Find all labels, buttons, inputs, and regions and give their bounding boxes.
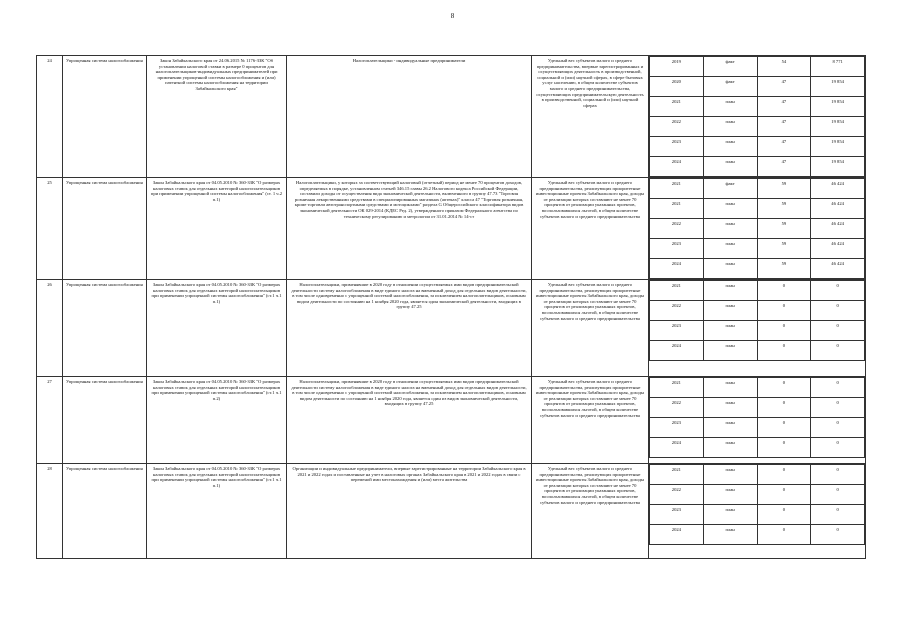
stats-cell — [649, 280, 866, 377]
value-cell: 19 854 — [811, 137, 865, 157]
year-cell: 2021 — [650, 199, 704, 219]
percent-cell: 0 — [757, 485, 811, 505]
row-number: 25 — [37, 178, 63, 280]
percent-cell: 0 — [757, 525, 811, 545]
stats-row — [650, 505, 865, 525]
stats-row — [650, 341, 865, 361]
value-cell: 0 — [811, 341, 865, 361]
stats-row — [650, 239, 865, 259]
stats-row — [650, 301, 865, 321]
year-cell: 2024 — [650, 157, 704, 177]
value-cell: 19 854 — [811, 117, 865, 137]
kind-cell: план — [703, 301, 757, 321]
year-cell: 2023 — [650, 418, 704, 438]
row-number: 27 — [37, 377, 63, 464]
year-cell: 2022 — [650, 117, 704, 137]
year-cell: 2021 — [650, 97, 704, 117]
indicator-cell: Удельный вес субъектов малого и среднего предпринимательства, реализующих приоритетные инвестиционные проекты Забайкальского края, доходы от реализации которых составляют не менее 70 процентов от реализации указанных проектов, воспользовавшихся льготой, в общем количестве субъектов малого и среднего предпринимательства — [532, 178, 649, 280]
stats-row — [650, 438, 865, 458]
kind-cell: факт — [703, 179, 757, 199]
value-cell: 0 — [811, 398, 865, 418]
value-cell: 19 854 — [811, 97, 865, 117]
law-reference-cell: Закон Забайкальского края от 24.06.2015 № 1176-ЗЗК "Об установлении налоговой ставки в размере 0 процентов для налогоплательщиков-индивидуальных предпринимателей при применении упрощенной системы налогообложения и (или) патентной системы налогообложения на территории Забайкальского края" — [147, 56, 287, 178]
percent-cell: 59 — [757, 239, 811, 259]
value-cell: 0 — [811, 525, 865, 545]
kind-cell: план — [703, 321, 757, 341]
stats-row — [650, 179, 865, 199]
stats-row — [650, 117, 865, 137]
tax-regime-cell: Упрощенная система налогообложения — [63, 56, 147, 178]
year-cell: 2021 — [650, 281, 704, 301]
indicator-cell: Удельный вес субъектов малого и среднего предпринимательства, реализующих приоритетные инвестиционные проекты Забайкальского края, доходы от реализации которых составляют не менее 70 процентов от реализации указанных проектов, воспользовавшихся льготой, в общем количестве субъектов малого и среднего предпринимательства — [532, 280, 649, 377]
kind-cell: факт — [703, 77, 757, 97]
stats-row — [650, 321, 865, 341]
recipients-cell: Организации и индивидуальные предприниматели, впервые зарегистрированные на территории Забайкальского края в 2021 и 2022 годах и поставленные на учет в налоговых органах Забайкальского края в 2021 и 2022 годах в связи с переменой ими местонахождения и (или) места жительства — [287, 464, 532, 559]
tax-benefits-table — [36, 55, 866, 559]
percent-cell: 0 — [757, 378, 811, 398]
recipients-cell: Налогоплательщики - индивидуальные предприниматели — [287, 56, 532, 178]
stats-row — [650, 378, 865, 398]
value-cell: 46 424 — [811, 179, 865, 199]
percent-cell: 47 — [757, 97, 811, 117]
kind-cell: план — [703, 239, 757, 259]
kind-cell: план — [703, 485, 757, 505]
recipients-cell: Налогоплательщики, применявшие в 2020 году в отношении осуществляемых ими видов предпринимательской деятельности систему налогообложения в виде единого налога на вмененный доход для отдельных видов деятельности, в том числе одновременно с упрощенной системой налогообложения, за исключением налогоплательщиков, основным видом деятельности по состоянию на 1 ноября 2020 года, является один экономической деятельности, входящих в группу 47.25 — [287, 280, 532, 377]
year-cell: 2023 — [650, 137, 704, 157]
year-cell: 2022 — [650, 301, 704, 321]
year-cell: 2024 — [650, 438, 704, 458]
table-row — [37, 56, 866, 178]
percent-cell: 59 — [757, 259, 811, 279]
row-number: 26 — [37, 280, 63, 377]
percent-cell: 59 — [757, 179, 811, 199]
year-cell: 2019 — [650, 57, 704, 77]
percent-cell: 59 — [757, 199, 811, 219]
value-cell: 0 — [811, 505, 865, 525]
stats-table — [649, 56, 865, 177]
kind-cell: план — [703, 117, 757, 137]
value-cell: 46 424 — [811, 219, 865, 239]
kind-cell: план — [703, 97, 757, 117]
indicator-cell: Удельный вес субъектов малого и среднего предпринимательства, реализующих приоритетные инвестиционные проекты Забайкальского края, доходы от реализации которых составляют не менее 70 процентов от реализации указанных проектов, воспользовавшихся льготой, в общем количестве субъектов малого и среднего предпринимательства — [532, 464, 649, 559]
year-cell: 2024 — [650, 341, 704, 361]
tax-regime-cell: Упрощенная система налогообложения — [63, 280, 147, 377]
value-cell: 0 — [811, 301, 865, 321]
value-cell: 0 — [811, 378, 865, 398]
year-cell: 2024 — [650, 259, 704, 279]
year-cell: 2021 — [650, 179, 704, 199]
value-cell: 0 — [811, 485, 865, 505]
stats-table — [649, 464, 865, 545]
stats-row — [650, 199, 865, 219]
value-cell: 19 854 — [811, 77, 865, 97]
stats-row — [650, 525, 865, 545]
percent-cell: 0 — [757, 281, 811, 301]
table-row — [37, 178, 866, 280]
kind-cell: план — [703, 378, 757, 398]
tax-regime-cell: Упрощенная система налогообложения — [63, 464, 147, 559]
percent-cell: 59 — [757, 219, 811, 239]
stats-row — [650, 259, 865, 279]
value-cell: 0 — [811, 281, 865, 301]
year-cell: 2020 — [650, 77, 704, 97]
table-row — [37, 377, 866, 464]
stats-cell — [649, 464, 866, 559]
value-cell: 0 — [811, 418, 865, 438]
kind-cell: план — [703, 398, 757, 418]
law-reference-cell: Закон Забайкальского края от 04.05.2010 № 360-ЗЗК "О размерах налоговых ставок для отдельных категорий налогоплательщиков при применении упрощенной системы налогообложения" (ст. 1 ч.2 п.1) — [147, 178, 287, 280]
stats-row — [650, 77, 865, 97]
row-number: 24 — [37, 56, 63, 178]
value-cell: 0 — [811, 321, 865, 341]
percent-cell: 0 — [757, 505, 811, 525]
percent-cell: 47 — [757, 137, 811, 157]
percent-cell: 0 — [757, 398, 811, 418]
percent-cell: 0 — [757, 465, 811, 485]
kind-cell: план — [703, 505, 757, 525]
row-number: 28 — [37, 464, 63, 559]
stats-row — [650, 97, 865, 117]
stats-row — [650, 418, 865, 438]
stats-cell — [649, 377, 866, 464]
percent-cell: 0 — [757, 418, 811, 438]
value-cell: 0 — [811, 465, 865, 485]
kind-cell: план — [703, 281, 757, 301]
year-cell: 2023 — [650, 321, 704, 341]
percent-cell: 47 — [757, 157, 811, 177]
year-cell: 2021 — [650, 465, 704, 485]
page-number: 8 — [450, 12, 455, 20]
value-cell: 8 771 — [811, 57, 865, 77]
percent-cell: 47 — [757, 77, 811, 97]
kind-cell: план — [703, 137, 757, 157]
stats-row — [650, 57, 865, 77]
percent-cell: 47 — [757, 117, 811, 137]
value-cell: 0 — [811, 438, 865, 458]
percent-cell: 0 — [757, 301, 811, 321]
law-reference-cell: Закон Забайкальского края от 04.05.2010 № 360-ЗЗК "О размерах налоговых ставок для отдельных категорий налогоплательщиков при применении упрощенной системы налогообложения" (ст.1 ч.1 п.2) — [147, 377, 287, 464]
year-cell: 2023 — [650, 239, 704, 259]
tax-regime-cell: Упрощенная система налогообложения — [63, 178, 147, 280]
stats-row — [650, 137, 865, 157]
stats-row — [650, 281, 865, 301]
year-cell: 2024 — [650, 525, 704, 545]
law-reference-cell: Закон Забайкальского края от 04.05.2010 № 360-ЗЗК "О размерах налоговых ставок для отдельных категорий налогоплательщиков при применении упрощенной системы налогообложения" (ст.1 ч.1 п.1) — [147, 464, 287, 559]
percent-cell: 0 — [757, 321, 811, 341]
table-row — [37, 280, 866, 377]
year-cell: 2022 — [650, 219, 704, 239]
kind-cell: план — [703, 525, 757, 545]
kind-cell: план — [703, 259, 757, 279]
stats-row — [650, 485, 865, 505]
percent-cell: 0 — [757, 341, 811, 361]
recipients-cell: Налогоплательщики, у которых за соответствующий налоговый (отчетный) период не менее 70 процентов доходов, определяемых в порядке, установленном статьей 346.15 главы 26.2 Налогового кодекса Российской Федерации, составили доходы от осуществления вида экономической деятельности, включенного в группу 47.73 "Торговля розничная лекарственными средствами в специализированных магазинах (аптеках)" класса 47 "Торговля розничная, кроме торговли автотранспортными средствами и мотоциклами" раздела G Общероссийского классификатора видов экономической деятельности ОК 029-2014 (КДЕС Ред. 2), утвержденного приказом Федерального агентства по техническому регулированию и метрологии от 31.01.2014 № 14-ст — [287, 178, 532, 280]
percent-cell: 0 — [757, 438, 811, 458]
kind-cell: план — [703, 157, 757, 177]
value-cell: 19 854 — [811, 157, 865, 177]
kind-cell: план — [703, 219, 757, 239]
stats-table — [649, 178, 865, 279]
kind-cell: план — [703, 341, 757, 361]
stats-table — [649, 280, 865, 361]
kind-cell: план — [703, 465, 757, 485]
kind-cell: факт — [703, 57, 757, 77]
stats-cell — [649, 178, 866, 280]
stats-row — [650, 219, 865, 239]
kind-cell: план — [703, 199, 757, 219]
year-cell: 2023 — [650, 505, 704, 525]
stats-row — [650, 398, 865, 418]
year-cell: 2022 — [650, 398, 704, 418]
stats-cell — [649, 56, 866, 178]
table-row — [37, 464, 866, 559]
value-cell: 46 424 — [811, 199, 865, 219]
stats-table — [649, 377, 865, 458]
year-cell: 2021 — [650, 378, 704, 398]
value-cell: 46 424 — [811, 239, 865, 259]
recipients-cell: Налогоплательщики, применявшие в 2020 году в отношении осуществляемых ими видов предпринимательской деятельности систему налогообложения в виде единого налога на вмененный доход для отдельных видов деятельности, в том числе одновременно с упрощенной системой налогообложения, за исключением налогоплательщиков, основным видом деятельности по состоянию на 1 ноября 2020 года, является один из видов экономической деятельности, входящих в группу 47.25 — [287, 377, 532, 464]
value-cell: 46 424 — [811, 259, 865, 279]
stats-row — [650, 465, 865, 485]
tax-regime-cell: Упрощенная система налогообложения — [63, 377, 147, 464]
percent-cell: 54 — [757, 57, 811, 77]
indicator-cell: Удельный вес субъектов малого и среднего предпринимательства, реализующих приоритетные инвестиционные проекты Забайкальского края, доходы от реализации которых составляют не менее 70 процентов от реализации указанных проектов, воспользовавшихся льготой, в общем количестве субъектов малого и среднего предпринимательства — [532, 377, 649, 464]
kind-cell: план — [703, 418, 757, 438]
law-reference-cell: Закон Забайкальского края от 04.05.2010 № 360-ЗЗК "О размерах налоговых ставок для отдельных категорий налогоплательщиков при применении упрощенной системы налогообложения" (ст.1 ч.1 п.1) — [147, 280, 287, 377]
indicator-cell: Удельный вес субъектов малого и среднего предпринимательства, впервые зарегистрированных и осуществляющих деятельность в производственной, социальной и (или) научной сферах, в сфере бытовых услуг населению, в общем количестве субъектов малого и среднего предпринимательства, осуществляющих предпринимательскую деятельность в производственной, социальной и (или) научной сферах — [532, 56, 649, 178]
kind-cell: план — [703, 438, 757, 458]
year-cell: 2022 — [650, 485, 704, 505]
stats-row — [650, 157, 865, 177]
